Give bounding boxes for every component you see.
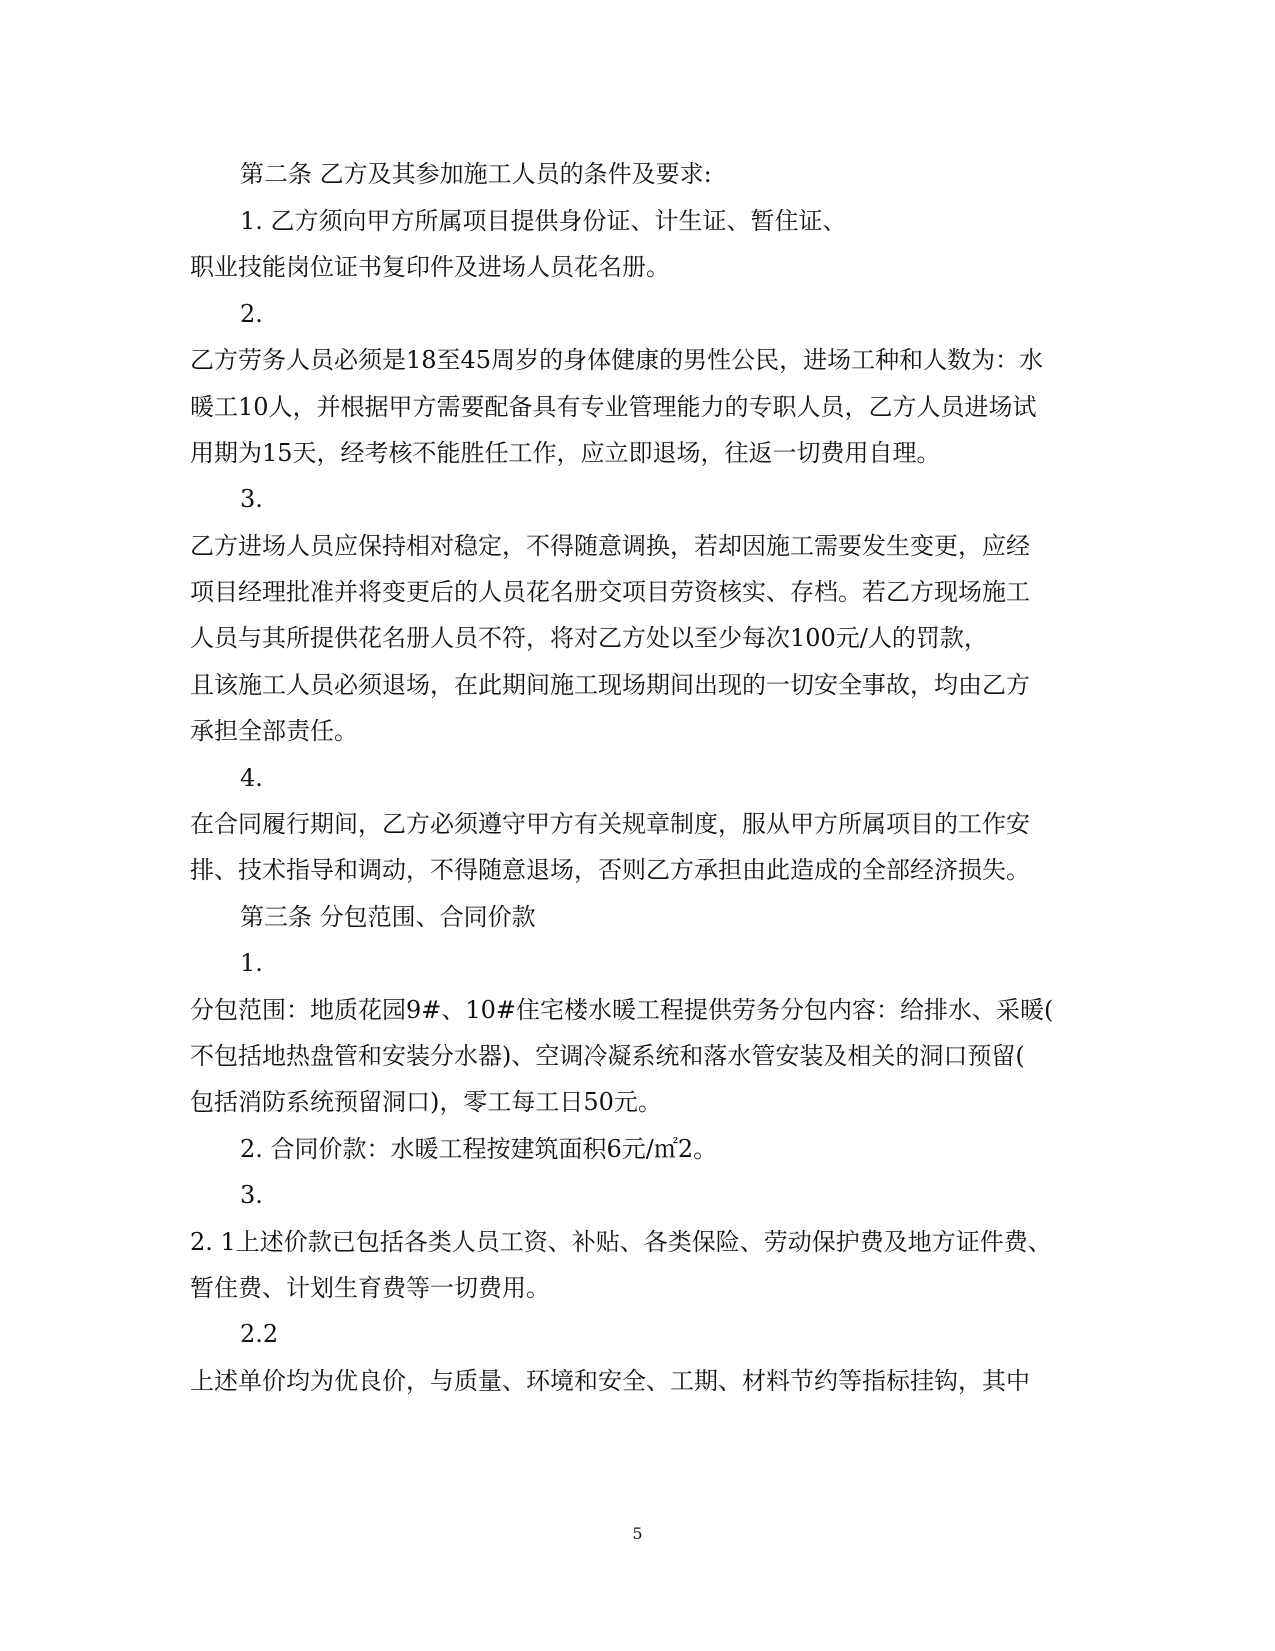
clause-3-3-number: 3. <box>240 1181 263 1209</box>
clause-2-2-number: 2. <box>240 300 263 328</box>
clause-3-3-1-line-2: 暂住费、计划生育费等一切费用。 <box>190 1274 550 1302</box>
clause-2-4-line-2: 排、技术指导和调动，不得随意退场，否则乙方承担由此造成的全部经济损失。 <box>190 856 1030 884</box>
clause-2-3-line-2: 项目经理批准并将变更后的人员花名册交项目劳资核实、存档。若乙方现场施工 <box>190 578 1030 606</box>
clause-3-1-line-3: 包括消防系统预留洞口)，零工每工日50元。 <box>190 1088 662 1116</box>
clause-2-3-line-1: 乙方进场人员应保持相对稳定，不得随意调换，若却因施工需要发生变更，应经 <box>190 532 1030 560</box>
article-2-heading: 第二条 乙方及其参加施工人员的条件及要求: <box>240 160 712 188</box>
clause-2-2-line-1: 乙方劳务人员必须是18至45周岁的身体健康的男性公民，进场工种和人数为：水 <box>190 346 1044 374</box>
clause-2-1-line-1: 1. 乙方须向甲方所属项目提供身份证、计生证、暂住证、 <box>240 207 847 235</box>
clause-2-2-line-2: 暖工10人，并根据甲方需要配备具有专业管理能力的专职人员，乙方人员进场试 <box>190 393 1037 421</box>
clause-3-3-1-line-1: 2. 1上述价款已包括各类人员工资、补贴、各类保险、劳动保护费及地方证件费、 <box>190 1228 1052 1256</box>
clause-3-3-2-number: 2.2 <box>240 1320 279 1348</box>
clause-3-1-line-2: 不包括地热盘管和安装分水器)、空调冷凝系统和落水管安装及相关的洞口预留( <box>190 1042 1025 1070</box>
clause-3-1-number: 1. <box>240 949 263 977</box>
clause-2-3-number: 3. <box>240 485 263 513</box>
clause-2-1-line-2: 职业技能岗位证书复印件及进场人员花名册。 <box>190 253 670 281</box>
clause-3-3-2-line-1: 上述单价均为优良价，与质量、环境和安全、工期、材料节约等指标挂钩，其中 <box>190 1367 1030 1395</box>
clause-2-2-line-3: 用期为15天，经考核不能胜任工作，应立即退场，往返一切费用自理。 <box>190 439 941 467</box>
clause-2-4-number: 4. <box>240 764 263 792</box>
clause-3-2-line: 2. 合同价款：水暖工程按建筑面积6元/㎡2。 <box>240 1135 718 1163</box>
clause-2-3-line-4: 且该施工人员必须退场，在此期间施工现场期间出现的一切安全事故，均由乙方 <box>190 671 1030 699</box>
clause-3-1-line-1: 分包范围：地质花园9#、10#住宅楼水暖工程提供劳务分包内容：给排水、采暖( <box>190 996 1054 1024</box>
article-3-heading: 第三条 分包范围、合同价款 <box>240 903 536 931</box>
clause-2-3-line-5: 承担全部责任。 <box>190 717 358 745</box>
clause-2-4-line-1: 在合同履行期间，乙方必须遵守甲方有关规章制度，服从甲方所属项目的工作安 <box>190 810 1030 838</box>
page-number: 5 <box>632 1524 643 1543</box>
clause-2-3-line-3: 人员与其所提供花名册人员不符，将对乙方处以至少每次100元/人的罚款， <box>190 624 988 652</box>
